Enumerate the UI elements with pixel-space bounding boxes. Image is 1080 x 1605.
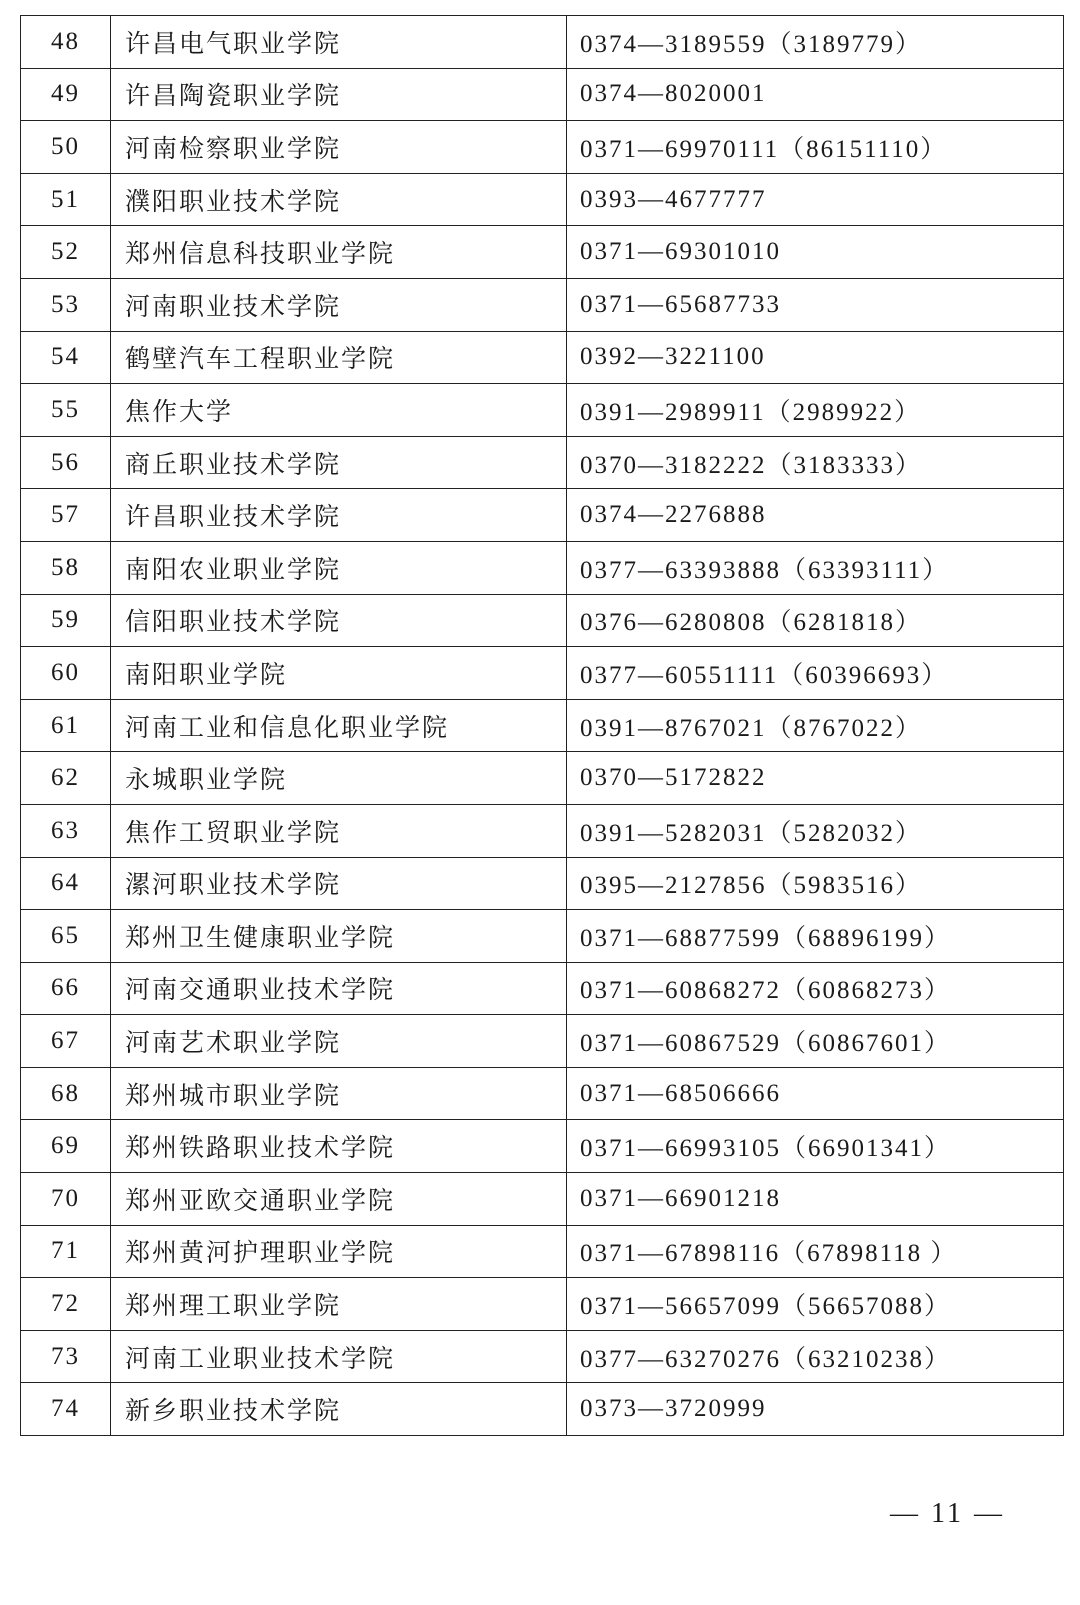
row-number: 55 [21,384,111,437]
school-name: 郑州信息科技职业学院 [111,226,567,279]
page-number: — 11 — [890,1498,1005,1529]
row-number: 64 [21,857,111,910]
phone-number: 0371—69301010 [567,226,1064,279]
phone-number: 0371—60867529（60867601） [567,1015,1064,1068]
table-row [21,331,1064,384]
table-row [21,489,1064,542]
phone-number: 0377—63270276（63210238） [567,1330,1064,1383]
phone-number: 0376—6280808（6281818） [567,594,1064,647]
phone-number: 0393—4677777 [567,173,1064,226]
school-name: 永城职业学院 [111,752,567,805]
table-row [21,804,1064,857]
row-number: 70 [21,1173,111,1226]
school-name: 南阳职业学院 [111,647,567,700]
phone-number: 0371—65687733 [567,278,1064,331]
table-row [21,541,1064,594]
school-name: 河南工业和信息化职业学院 [111,699,567,752]
row-number: 52 [21,226,111,279]
table-row [21,752,1064,805]
phone-number: 0371—66993105（66901341） [567,1120,1064,1173]
row-number: 65 [21,910,111,963]
row-number: 62 [21,752,111,805]
phone-number: 0371—66901218 [567,1173,1064,1226]
school-name: 漯河职业技术学院 [111,857,567,910]
phone-number: 0371—68506666 [567,1067,1064,1120]
school-name: 许昌职业技术学院 [111,489,567,542]
row-number: 56 [21,436,111,489]
phone-number: 0395—2127856（5983516） [567,857,1064,910]
table-row [21,647,1064,700]
school-name: 河南工业职业技术学院 [111,1330,567,1383]
school-name: 河南职业技术学院 [111,278,567,331]
row-number: 50 [21,121,111,174]
table-row [21,857,1064,910]
school-name: 许昌陶瓷职业学院 [111,68,567,121]
table-row [21,384,1064,437]
school-name: 河南交通职业技术学院 [111,962,567,1015]
school-name: 濮阳职业技术学院 [111,173,567,226]
row-number: 48 [21,16,111,69]
school-name: 郑州亚欧交通职业学院 [111,1173,567,1226]
table-row [21,68,1064,121]
table-row [21,699,1064,752]
row-number: 60 [21,647,111,700]
table-row [21,16,1064,69]
table-row [21,594,1064,647]
row-number: 49 [21,68,111,121]
school-name: 鹤壁汽车工程职业学院 [111,331,567,384]
table-row [21,436,1064,489]
row-number: 63 [21,804,111,857]
school-name: 郑州城市职业学院 [111,1067,567,1120]
row-number: 58 [21,541,111,594]
table-row [21,1278,1064,1331]
phone-number: 0374—3189559（3189779） [567,16,1064,69]
school-name: 许昌电气职业学院 [111,16,567,69]
school-name: 郑州铁路职业技术学院 [111,1120,567,1173]
school-name: 河南检察职业学院 [111,121,567,174]
phone-number: 0391—5282031（5282032） [567,804,1064,857]
table-row [21,173,1064,226]
table-row [21,1330,1064,1383]
phone-number: 0370—3182222（3183333） [567,436,1064,489]
phone-number: 0377—60551111（60396693） [567,647,1064,700]
contacts-table-body [21,16,1064,1436]
row-number: 51 [21,173,111,226]
row-number: 66 [21,962,111,1015]
school-name: 商丘职业技术学院 [111,436,567,489]
phone-number: 0370—5172822 [567,752,1064,805]
school-name: 郑州黄河护理职业学院 [111,1225,567,1278]
phone-number: 0371—56657099（56657088） [567,1278,1064,1331]
row-number: 61 [21,699,111,752]
row-number: 68 [21,1067,111,1120]
phone-number: 0391—8767021（8767022） [567,699,1064,752]
phone-number: 0371—69970111（86151110） [567,121,1064,174]
school-name: 新乡职业技术学院 [111,1383,567,1436]
school-name: 信阳职业技术学院 [111,594,567,647]
phone-number: 0371—68877599（68896199） [567,910,1064,963]
phone-number: 0371—60868272（60868273） [567,962,1064,1015]
contacts-table [20,15,1064,1436]
table-row [21,1225,1064,1278]
table-row [21,1067,1064,1120]
row-number: 74 [21,1383,111,1436]
school-name: 南阳农业职业学院 [111,541,567,594]
school-name: 郑州卫生健康职业学院 [111,910,567,963]
phone-number: 0377—63393888（63393111） [567,541,1064,594]
phone-number: 0374—8020001 [567,68,1064,121]
table-row [21,226,1064,279]
row-number: 59 [21,594,111,647]
table-row [21,121,1064,174]
row-number: 54 [21,331,111,384]
school-name: 河南艺术职业学院 [111,1015,567,1068]
phone-number: 0373—3720999 [567,1383,1064,1436]
phone-number: 0371—67898116（67898118 ） [567,1225,1064,1278]
row-number: 69 [21,1120,111,1173]
table-row [21,1383,1064,1436]
phone-number: 0391—2989911（2989922） [567,384,1064,437]
school-name: 郑州理工职业学院 [111,1278,567,1331]
table-row [21,910,1064,963]
row-number: 67 [21,1015,111,1068]
row-number: 57 [21,489,111,542]
table-row [21,1173,1064,1226]
row-number: 71 [21,1225,111,1278]
school-name: 焦作工贸职业学院 [111,804,567,857]
table-row [21,278,1064,331]
row-number: 73 [21,1330,111,1383]
row-number: 72 [21,1278,111,1331]
phone-number: 0374—2276888 [567,489,1064,542]
table-row [21,1120,1064,1173]
phone-number: 0392—3221100 [567,331,1064,384]
row-number: 53 [21,278,111,331]
table-row [21,962,1064,1015]
table-row [21,1015,1064,1068]
school-name: 焦作大学 [111,384,567,437]
